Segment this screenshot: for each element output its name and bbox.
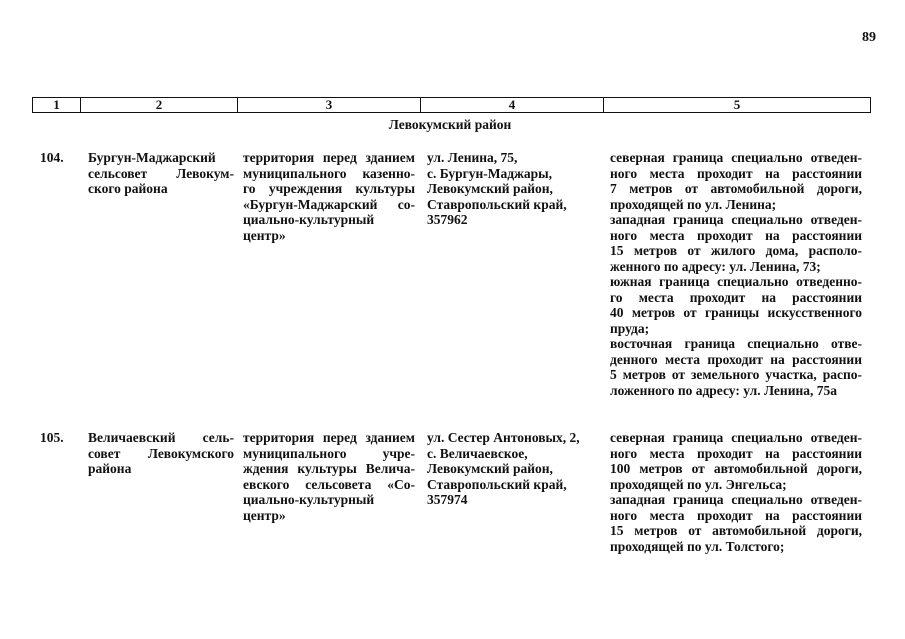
text-line: Величаевский сель- (88, 430, 234, 445)
text-line: ного места проходит на расстоянии (610, 507, 862, 523)
table-header-row (32, 97, 871, 113)
page-number: 89 (862, 30, 876, 45)
text-line: северная граница специально отведен- (610, 150, 862, 165)
text-line: западная граница специально отведен- (610, 212, 862, 227)
text-line: ного места проходит на расстоянии (610, 227, 862, 243)
column-header-5: 5 (733, 97, 741, 112)
municipality-name (88, 430, 234, 477)
text-line: ского района (88, 181, 168, 196)
text-line: циально-культурный (243, 492, 375, 507)
text-line: ного места проходит на расстоянии (610, 445, 862, 461)
text-line: сельсовет Левокум- (88, 165, 234, 181)
text-line: восточная граница специально отве- (610, 336, 862, 351)
text-line: проходящей по ул. Толстого; (610, 538, 785, 554)
text-line: Левокумский район, (427, 181, 553, 196)
row-number: 105. (40, 430, 64, 445)
text-line: го учреждения культуры (243, 181, 415, 196)
text-line: ного места проходит на расстоянии (610, 165, 862, 181)
text-line: проходящей по ул. Ленина; (610, 196, 777, 212)
text-line: проходящей по ул. Энгельса; (610, 476, 787, 492)
text-line: женного по адресу: ул. Ленина, 73; (610, 258, 821, 274)
territory-description (243, 150, 415, 243)
text-line: совет Левокумского (88, 445, 234, 461)
column-header-2: 2 (81, 98, 238, 112)
text-line: 357962 (427, 212, 468, 227)
text-line: Бургун-Маджарский (88, 150, 216, 165)
text-line: муниципального казенно- (243, 165, 415, 181)
text-line: района (88, 461, 132, 476)
municipality-name (88, 150, 234, 197)
address (427, 150, 597, 228)
text-line: с. Бургун-Маджары, (427, 165, 553, 181)
text-line: с. Величаевское, (427, 445, 528, 461)
boundary-description (610, 430, 862, 554)
text-line: западная граница специально отведен- (610, 492, 862, 507)
column-header-4: 4 (421, 98, 604, 112)
territory-description (243, 430, 415, 523)
text-line: ждения культуры Велича- (243, 461, 415, 476)
text-line: ул. Ленина, 75, (427, 150, 518, 165)
text-line: южная граница специально отведенно- (610, 274, 862, 289)
text-line: денного места проходит на расстоянии (610, 351, 862, 367)
text-line: ул. Сестер Антоновых, 2, (427, 430, 580, 445)
text-line: евского сельсовета «Со- (243, 476, 415, 492)
text-line: 100 метров от автомобильной дороги, (610, 461, 862, 476)
text-line: центр» (243, 507, 286, 523)
text-line: территория перед зданием (243, 150, 415, 165)
text-line: «Бургун-Маджарский со- (243, 196, 415, 212)
text-line: Ставропольский край, (427, 476, 567, 492)
district-title: Левокумский район (388, 117, 512, 132)
text-line: 357974 (427, 492, 468, 507)
boundary-description (610, 150, 862, 398)
text-line: 40 метров от границы искусственного (610, 305, 862, 320)
column-header-3: 3 (238, 98, 421, 112)
text-line: территория перед зданием (243, 430, 415, 445)
text-line: циально-культурный (243, 212, 375, 227)
text-line: 15 метров от жилого дома, располо- (610, 243, 862, 258)
text-line: Левокумский район, (427, 461, 553, 476)
text-line: ложенного по адресу: ул. Ленина, 75а (610, 382, 838, 398)
text-line: 15 метров от автомобильной дороги, (610, 523, 862, 538)
text-line: северная граница специально отведен- (610, 430, 862, 445)
text-line: го места проходит на расстоянии (610, 289, 862, 305)
address (427, 430, 597, 508)
text-line: 5 метров от земельного участка, распо- (610, 367, 862, 382)
text-line: Ставропольский край, (427, 196, 567, 212)
text-line: центр» (243, 227, 286, 243)
column-header-1: 1 (33, 98, 81, 112)
text-line: муниципального учре- (243, 445, 415, 461)
text-line: 7 метров от автомобильной дороги, (610, 181, 862, 196)
text-line: пруда; (610, 320, 650, 336)
row-number: 104. (40, 150, 64, 165)
